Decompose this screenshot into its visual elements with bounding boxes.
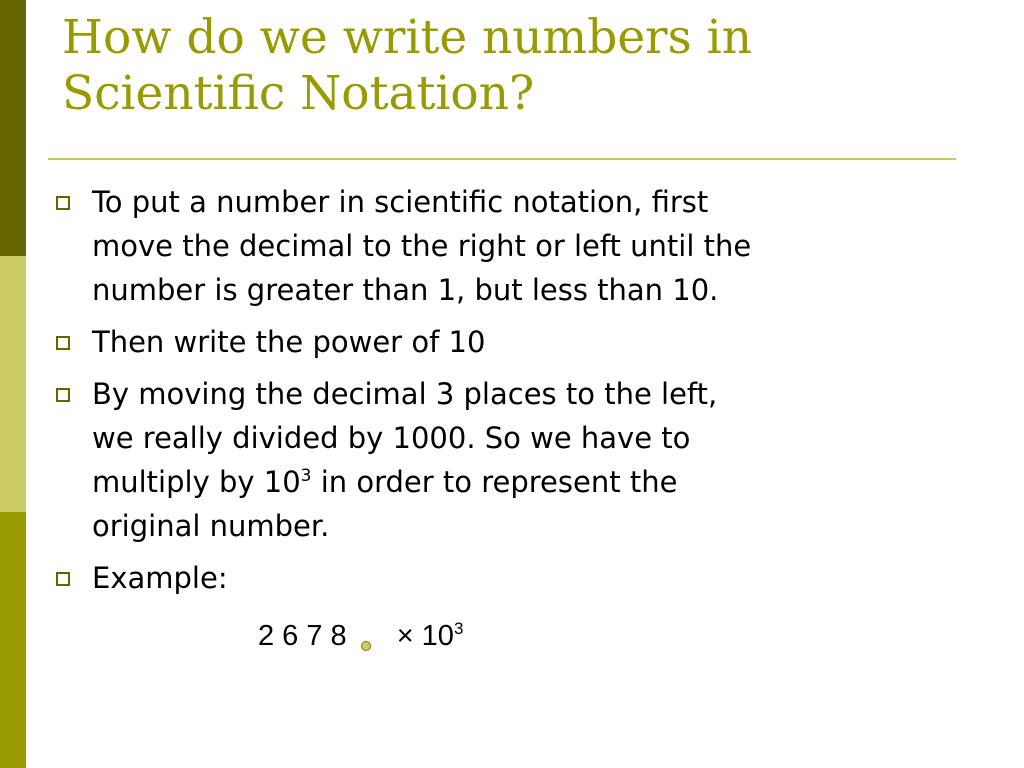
title-line-1: How do we write numbers in [62, 10, 752, 65]
example-expression [258, 618, 463, 662]
square-bullet-icon [56, 336, 70, 350]
bullet-item-explanation [56, 372, 956, 548]
bullet-text-line: Example: [92, 561, 228, 595]
bullet-text-line: To put a number in scientific notation, first [92, 185, 709, 219]
slide-title [62, 10, 962, 122]
side-bar-top [0, 0, 26, 256]
bullet-text-line: we really divided by 1000. So we have to [92, 421, 691, 455]
times-ten: × 10 [396, 620, 454, 652]
title-divider [48, 158, 956, 160]
bullet-text-line: original number. [92, 509, 330, 543]
bullet-item-power-of-ten [56, 320, 956, 364]
bullet-item-example [56, 556, 956, 600]
side-bar-bottom [0, 512, 26, 768]
bullet-item-decimal-rule [56, 180, 956, 312]
side-bar-middle [0, 256, 26, 512]
multiply-text: multiply by 10 [92, 465, 301, 499]
decimal-point-icon [361, 641, 371, 651]
bullet-text-line: move the decimal to the right or left until the [92, 229, 752, 263]
title-line-2: Scientific Notation? [62, 66, 535, 121]
exponent-superscript: 3 [300, 466, 312, 486]
square-bullet-icon [56, 572, 70, 586]
represent-text: in order to represent the [311, 465, 678, 499]
example-exponent: 3 [453, 619, 464, 638]
bullet-text-line [92, 460, 956, 504]
bullet-list [56, 180, 956, 600]
bullet-text-line: number is greater than 1, but less than 10. [92, 273, 719, 307]
square-bullet-icon [56, 196, 70, 210]
square-bullet-icon [56, 388, 70, 402]
example-digits: 2 6 7 8 [258, 620, 347, 652]
bullet-text-line: By moving the decimal 3 places to the left, [92, 377, 718, 411]
bullet-text-line: Then write the power of 10 [92, 325, 486, 359]
